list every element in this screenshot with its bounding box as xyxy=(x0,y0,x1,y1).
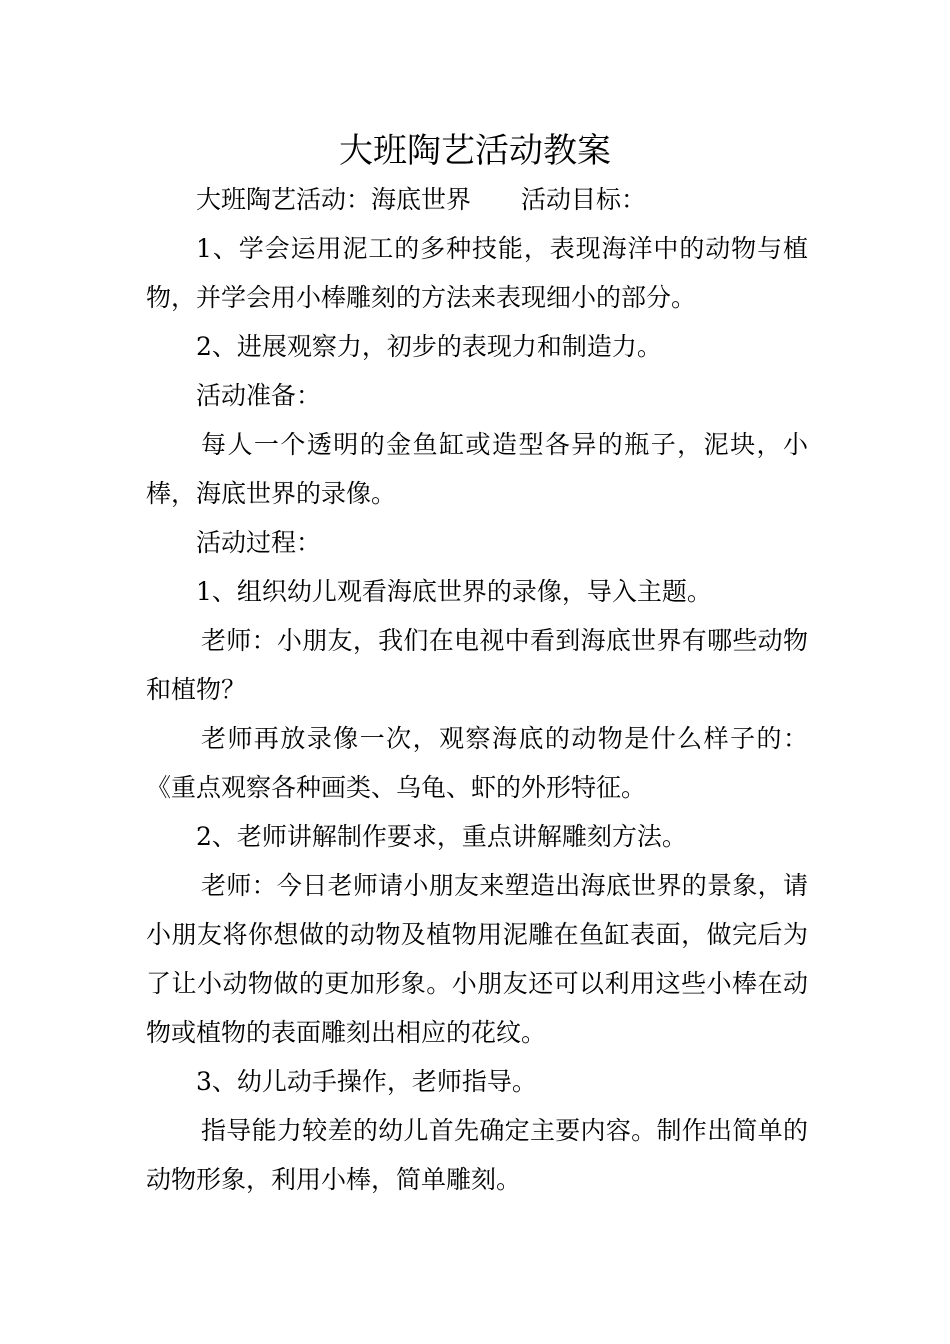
paragraph: 2、老师讲解制作要求，重点讲解雕刻方法。 xyxy=(196,822,687,851)
paragraph: 3、幼儿动手操作，老师指导。 xyxy=(196,1067,537,1096)
paragraph: 老师：小朋友，我们在电视中看到海底世界有哪些动物和植物？ xyxy=(146,626,808,704)
paragraph: 1、组织幼儿观看海底世界的录像，导入主题。 xyxy=(196,577,712,606)
paragraph: 老师：今日老师请小朋友来塑造出海底世界的景象，请小朋友将你想做的动物及植物用泥雕在鱼缸表面，做完后为了让小动物做的更加形象。小朋友还可以利用这些小棒在动物或植物的表面雕刻出相应的花纹。 xyxy=(146,871,808,1047)
objectives-heading: 活动目标： xyxy=(521,185,647,214)
paragraph: 老师再放录像一次，观察海底的动物是什么样子的：《重点观察各种画类、乌龟、虾的外形特征。 xyxy=(146,724,808,802)
section-heading: 活动过程： xyxy=(196,528,322,557)
document-body xyxy=(146,175,808,1204)
section-heading: 活动准备： xyxy=(196,381,322,410)
paragraph: 1、学会运用泥工的多种技能，表现海洋中的动物与植物，并学会用小棒雕刻的方法来表现细小的部分。 xyxy=(146,234,808,312)
document-title: 大班陶艺活动教案 xyxy=(339,131,611,171)
paragraph: 指导能力较差的幼儿首先确定主要内容。制作出简单的动物形象，利用小棒，简单雕刻。 xyxy=(146,1116,808,1194)
activity-intro-line xyxy=(146,175,808,224)
paragraph: 每人一个透明的金鱼缸或造型各异的瓶子，泥块，小棒，海底世界的录像。 xyxy=(146,430,808,508)
activity-name: 大班陶艺活动：海底世界 xyxy=(196,185,472,214)
paragraph: 2、进展观察力，初步的表现力和制造力。 xyxy=(196,332,662,361)
